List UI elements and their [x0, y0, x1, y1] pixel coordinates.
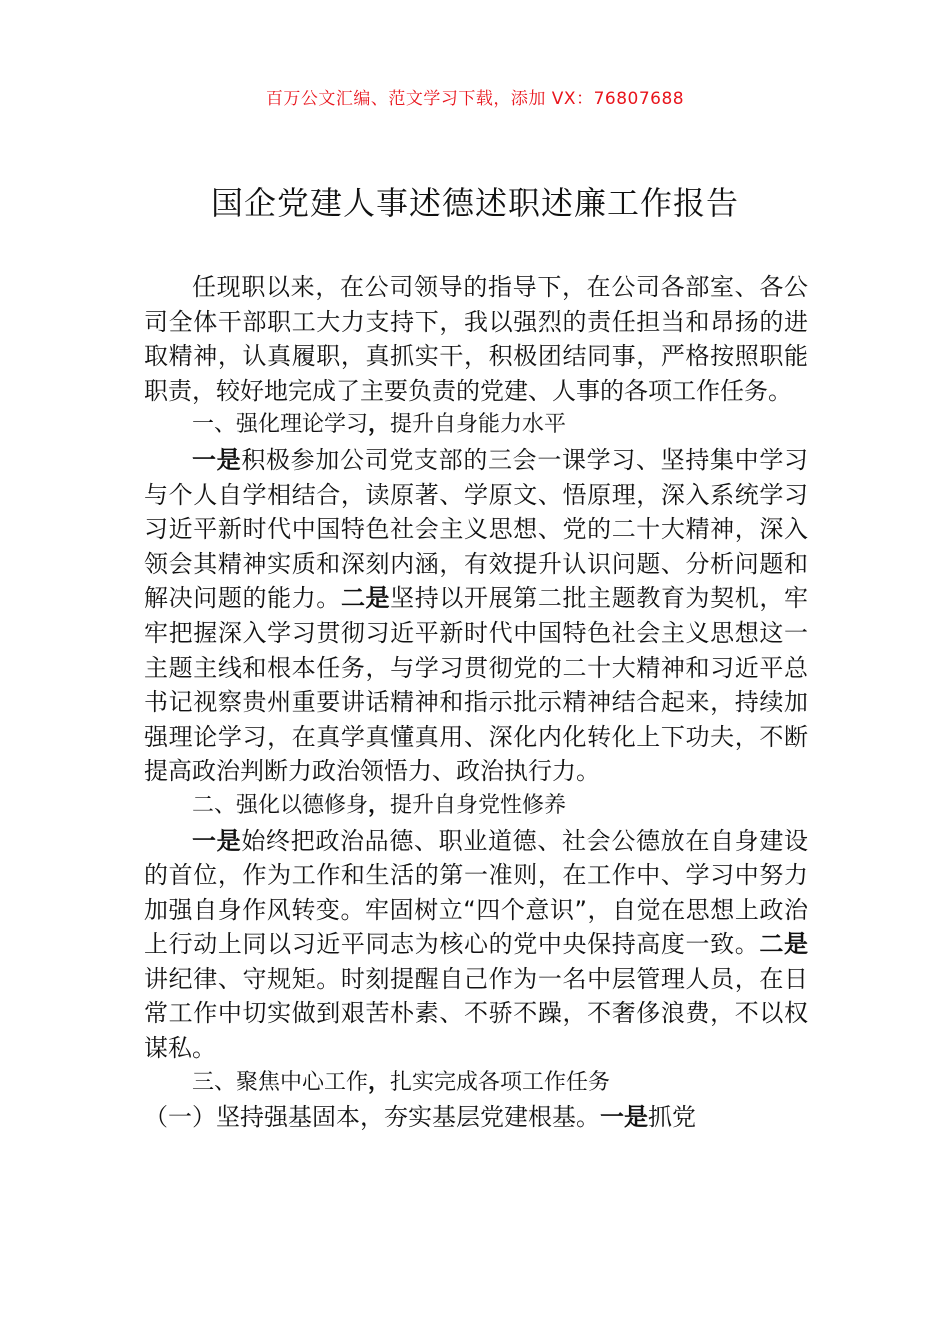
section-3-subheading: （一）坚持强基固本，夯实基层党建根基。: [144, 1103, 600, 1132]
section-2-heading: [144, 789, 808, 824]
section-3-paragraph: [144, 1100, 808, 1135]
section-1-text-1: 积极参加公司党支部的三会一课学习、坚持集中学习与个人自学相结合，读原著、学原文、悟原理，深入系统学习习近平新时代中国特色社会主义思想、党的二十大精神，深入领会其精神实质和深刻内涵，有效提升认识问题、分析问题和解决问题的能力。: [144, 445, 809, 613]
document-title: 国企党建人事述德述职述廉工作报告: [210, 184, 739, 222]
section-3-heading-b: 扎实完成各项工作任务: [390, 1069, 611, 1095]
section-3-heading-a: 三、聚焦中心工作: [192, 1069, 369, 1095]
section-3-heading: [144, 1066, 808, 1101]
section-2-paragraph: [144, 824, 808, 1066]
section-3-mark-1: 一是: [600, 1103, 648, 1132]
section-1-heading-sep: ，: [368, 412, 391, 438]
section-2-heading-b: 提升自身党性修养: [390, 792, 567, 818]
document-body: [144, 270, 808, 1135]
section-2-text-1: 始终把政治品德、职业道德、社会公德放在自身建设的首位，作为工作和生活的第一准则，在工作中、学习中努力加强自身作风转变。牢固树立“四个意识”，自觉在思想上政治上行动上同以习近平同志为核心的党中央保持高度一致。: [144, 826, 809, 959]
section-1-mark-1: 一是: [192, 445, 242, 474]
section-1-heading-a: 一、强化理论学习: [192, 412, 369, 438]
section-1-mark-2: 二是: [340, 584, 391, 613]
section-2-mark-2: 二是: [759, 930, 809, 959]
section-3-text-1: 抓党: [648, 1103, 696, 1132]
section-1-text-2: 坚持以开展第二批主题教育为契机，牢牢把握深入学习贯彻习近平新时代中国特色社会主义思想这一主题主线和根本任务，与学习贯彻党的二十大精神和习近平总书记视察贵州重要讲话精神和指示批示精神结合起来，持续加强理论学习，在真学真懂真用、深化内化转化上下功夫，不断提高政治判断力政治领悟力、政治执行力。: [144, 584, 809, 786]
section-1-heading-b: 提升自身能力水平: [390, 412, 567, 438]
section-2-text-2: 讲纪律、守规矩。时刻提醒自己作为一名中层管理人员，在日常工作中切实做到艰苦朴素、不骄不躁，不奢侈浪费，不以权谋私。: [144, 964, 808, 1063]
intro-paragraph: 任现职以来，在公司领导的指导下，在公司各部室、各公司全体干部职工大力支持下，我以强烈的责任担当和昂扬的进取精神，认真履职，真抓实干，积极团结同事，严格按照职能职责，较好地完成了主要负责的党建、人事的各项工作任务。: [144, 273, 808, 405]
section-3-heading-sep: ，: [368, 1069, 391, 1095]
section-2-heading-sep: ，: [368, 792, 391, 818]
watermark-banner: 百万公文汇编、范文学习下载，添加 VX：76807688: [265, 89, 685, 109]
section-2-heading-a: 二、强化以德修身: [192, 792, 369, 818]
section-1-heading: [144, 408, 808, 443]
section-1-paragraph: [144, 443, 808, 789]
section-2-mark-1: 一是: [192, 826, 242, 855]
